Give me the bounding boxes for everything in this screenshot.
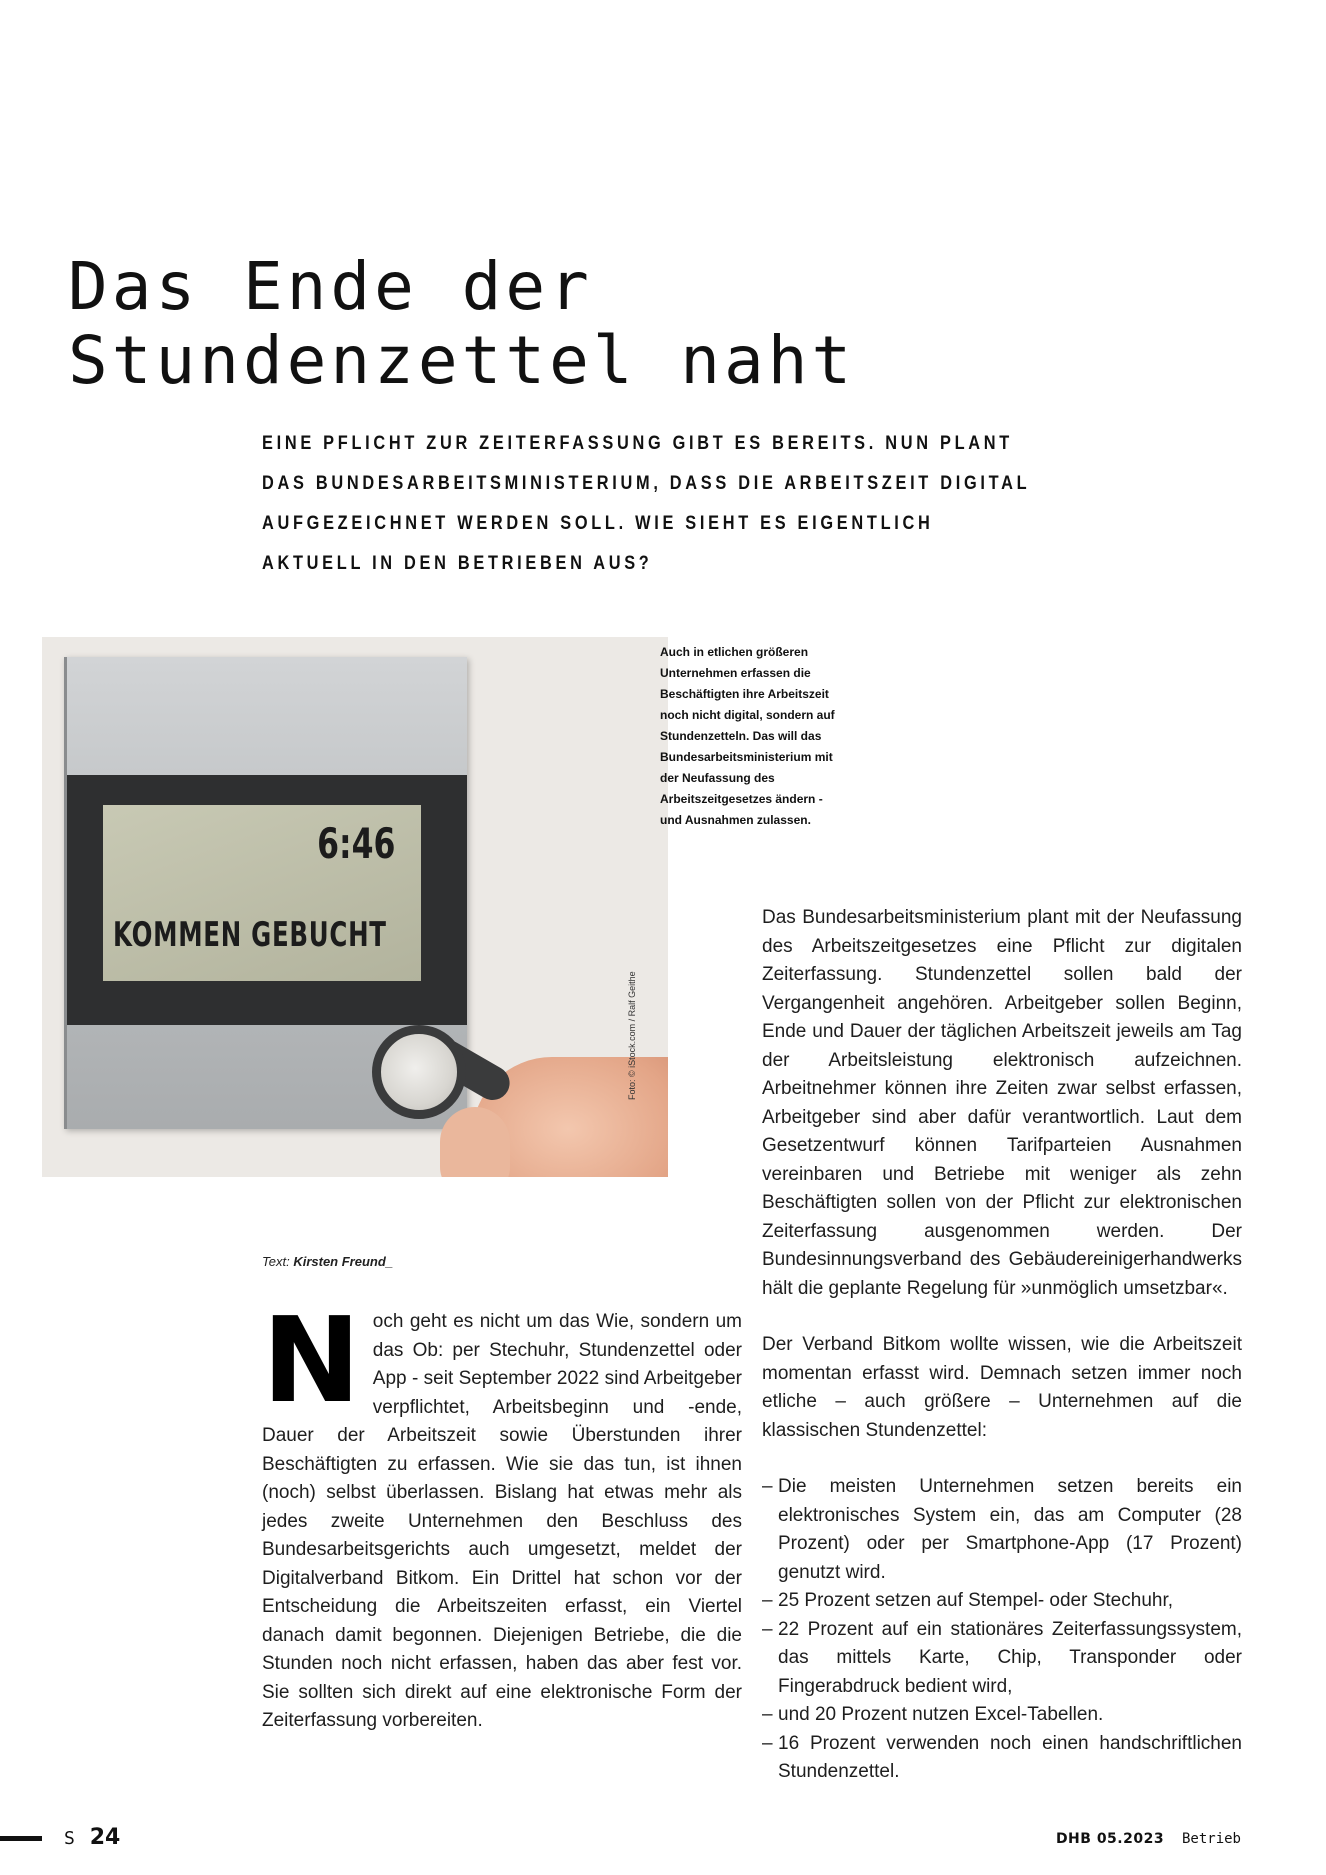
list-item: – 16 Prozent verwenden noch einen handschriftlichen Stundenzettel.: [762, 1730, 1242, 1787]
list-item: – 22 Prozent auf ein stationäres Zeiterfassungssystem, das mittels Karte, Chip, Transponder oder Fingerabdruck bedient wird,: [762, 1616, 1242, 1702]
photo-credit: Foto: © iStock.com / Ralf Geithe: [627, 971, 637, 1100]
body-paragraph: och geht es nicht um das Wie, sondern um das Ob: per Stechuhr, Stundenzettel oder App - seit September 2022 sind Arbeitgeber verpflichtet, Arbeitsbeginn und -ende, Dauer der Arbeitszeit sowie Überstunden ihrer Beschäftigten zu erfassen. Wie sie das tun, ist ihnen (noch) selbst überlassen. Bislang hat etwas mehr als jedes zweite Unternehmen den Beschluss des Bundesarbeitsgerichts auch umgesetzt, meldet der Digitalverband Bitkom. Ein Drittel hat schon vor der Entscheidung die Arbeitszeiten erfasst, ein Viertel danach damit begonnen. Diejenigen Betriebe, die die Stunden noch nicht erfassen, haben das aber fest vor. Sie sollten sich direkt auf eine elektronische Form der Zeiterfassung vorbereiten.: [262, 1311, 742, 1731]
photo-caption: Auch in etlichen größeren Unternehmen erfassen die Beschäftigten ihre Arbeitszeit noch nicht digital, sondern auf Stundenzetteln. Das will das Bundesarbeitsministerium mit der Neufassung des Arbeitszeitgesetzes ändern - und Ausnahmen zulassen.: [660, 645, 835, 827]
article-photo: [42, 637, 668, 1177]
terminal-bezel: [67, 775, 467, 1025]
list-item: – 25 Prozent setzen auf Stempel- oder Stechuhr,: [762, 1587, 1242, 1616]
title-line-1: Das Ende der: [68, 248, 593, 325]
footer-issue: [1056, 1830, 1241, 1847]
byline-prefix: Text:: [262, 1254, 290, 1269]
page-prefix: S: [64, 1828, 75, 1849]
thumb-image: [440, 1107, 510, 1177]
article-title: [68, 250, 855, 398]
byline: [262, 1254, 393, 1269]
body-column-right: [762, 904, 1242, 1787]
article-lead: EINE PFLICHT ZUR ZEITERFASSUNG GIBT ES BEREITS. NUN PLANT DAS BUNDESARBEITSMINISTERIUM, DASS DIE ARBEITSZEIT DIGITAL AUFGEZEICHNET WERDEN SOLL. WIE SIEHT ES EIGENTLICH AKTUELL IN DEN BETRIEBEN AUS?: [262, 433, 1030, 574]
magazine-issue: DHB 05.2023: [1055, 1831, 1165, 1847]
list-item: – Die meisten Unternehmen setzen bereits ein elektronisches System ein, das am Computer (28 Prozent) oder per Smartphone-App (17 Prozent) genutzt wird.: [762, 1473, 1242, 1587]
page-number-value: 24: [89, 1825, 121, 1850]
title-line-2: Stundenzettel naht: [68, 322, 856, 399]
lcd-time: 6:46: [316, 819, 395, 868]
body-column-left: [262, 1291, 742, 1736]
byline-author: Kirsten Freund_: [293, 1254, 394, 1269]
body-paragraph-1: Das Bundesarbeitsministerium plant mit der Neufassung des Arbeitszeitgesetzes eine Pflicht zur digitalen Zeiterfassung. Stundenzettel sollen bald der Vergangenheit angehören. Arbeitgeber sollen Beginn, Ende und Dauer der täglichen Arbeitszeit jeweils am Tag der Arbeitsleistung elektronisch aufzeichnen. Arbeitnehmer können ihre Zeiten zwar selbst erfassen, Arbeitgeber sind aber dafür verantwortlich. Laut dem Gesetzentwurf können Tarifparteien Ausnahmen vereinbaren und Betriebe mit weniger als zehn Beschäftigten sollen von der Pflicht zur elektronischen Zeiterfassung ausgenommen werden. Der Bundesinnungsverband des Gebäudereinigerhandwerks hält die geplante Regelung für »unmöglich umsetzbar«.: [762, 907, 1242, 1299]
section-name: Betrieb: [1181, 1831, 1241, 1847]
body-paragraph-2: Der Verband Bitkom wollte wissen, wie die Arbeitszeit momentan erfasst wird. Demnach setzen immer noch etliche – auch größere – Unternehmen auf die klassischen Stundenzettel:: [762, 1334, 1242, 1441]
key-fob-icon: [372, 1025, 466, 1119]
page-number: [64, 1825, 120, 1850]
list-item: – und 20 Prozent nutzen Excel-Tabellen.: [762, 1701, 1242, 1730]
lcd-display: [103, 805, 421, 981]
drop-cap: N: [262, 1291, 361, 1429]
lcd-message: KOMMEN GEBUCHT: [113, 915, 387, 955]
survey-list: [762, 1473, 1242, 1787]
footer-rule: [0, 1836, 42, 1841]
